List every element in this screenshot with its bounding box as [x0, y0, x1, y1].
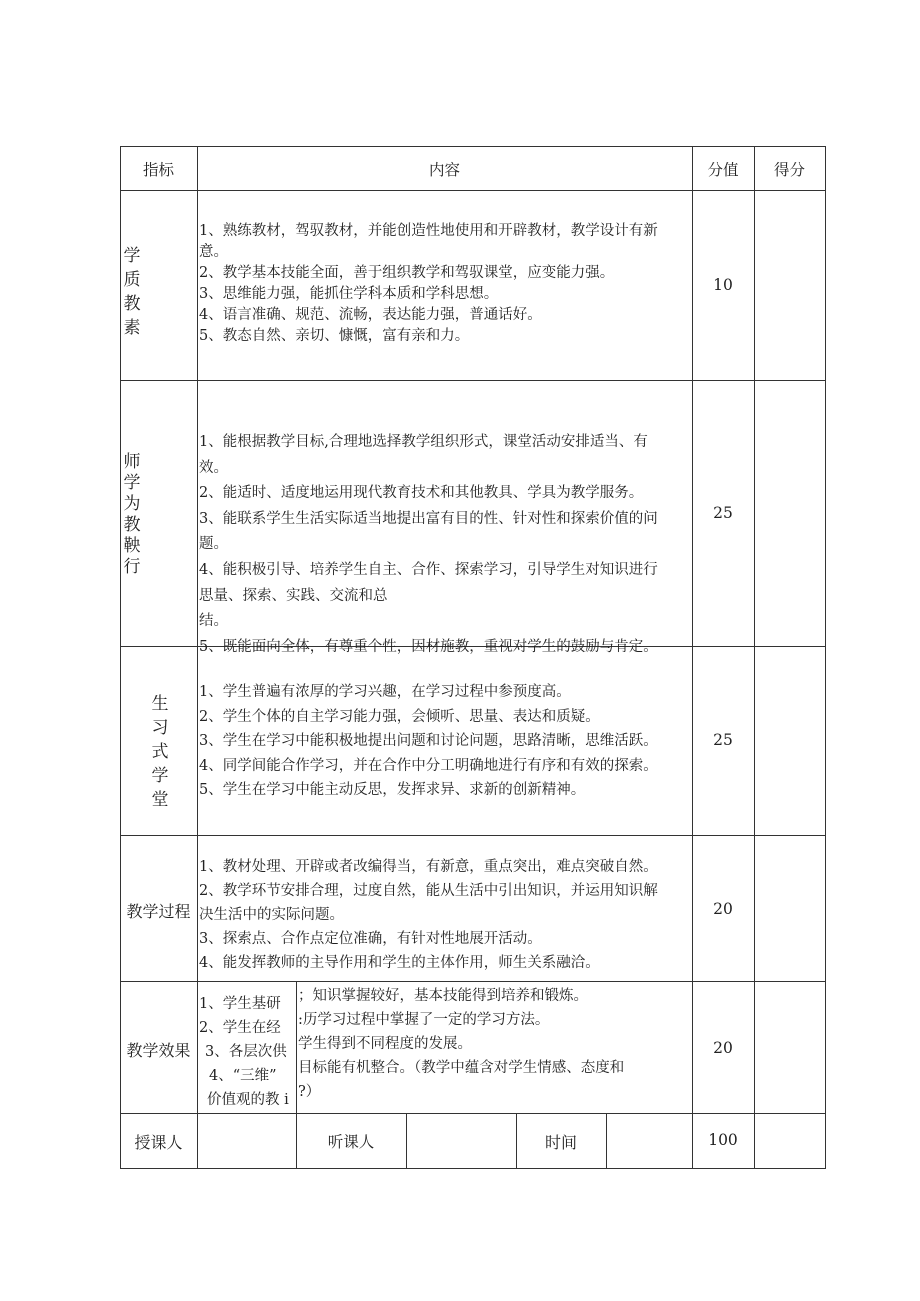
- row1-item: 3、思维能力强，能抓住学科本质和学科思想。: [199, 286, 499, 302]
- row3-item: 1、学生普遍有浓厚的学习兴趣，在学习过程中参预度高。: [199, 684, 571, 700]
- row1-item: 5、教态自然、亲切、慷慨，富有亲和力。: [199, 328, 470, 344]
- row1-item: 2、教学基本技能全面，善于组织教学和驾驭课堂，应变能力强。: [199, 265, 615, 281]
- row5-left-item: 3、各层次供: [205, 1044, 287, 1060]
- row3-item: 5、学生在学习中能主动反思，发挥求异、求新的创新精神。: [199, 782, 586, 798]
- row2-item: 效。: [199, 459, 228, 476]
- row5-right-content: [298, 984, 624, 1104]
- row5-right-item: ；知识掌握较好，基本技能得到培养和锻炼。: [298, 988, 588, 1004]
- row3-item: 4、同学间能合作学习，并在合作中分工明确地进行有序和有效的探索。: [199, 757, 658, 774]
- row4-score: 20: [713, 900, 733, 918]
- row3-indicator: 生 习 式 学 堂: [151, 694, 169, 810]
- row5-indicator: 教学效果: [126, 1041, 191, 1060]
- row5-left-item: 价值观的教 i: [207, 1092, 289, 1108]
- row4-item: 决生活中的实际问题。: [199, 907, 344, 923]
- row5-right-item: 目标能有机整合。（教学中蕴含对学生情感、态度和: [298, 1060, 625, 1076]
- row2-indicator: 师 学 为 教 鞅 行: [123, 452, 141, 577]
- row4-indicator: 教学过程: [126, 902, 191, 921]
- row2-item: 结。: [199, 613, 228, 630]
- row3-item: 2、学生个体的自主学习能力强，会倾听、思量、表达和质疑。: [199, 708, 600, 725]
- teacher-label: 授课人: [134, 1133, 183, 1152]
- row5-left-content: [199, 992, 289, 1112]
- row2-content: [199, 430, 658, 660]
- row2-item: 1、能根据教学目标,合理地选择教学组织形式，课堂活动安排适当、有: [199, 434, 648, 450]
- row3-score: 25: [713, 731, 733, 749]
- row3-content: [199, 680, 658, 803]
- time-label: 时间: [544, 1133, 577, 1152]
- listener-label: 听课人: [327, 1133, 375, 1151]
- row5-right-item: :历学习过程中掌握了一定的学习方法。: [298, 1012, 550, 1028]
- header-content: 内容: [428, 161, 460, 179]
- row1-item: 意。: [199, 244, 228, 260]
- row2-item: 5、既能面向全体，有尊重个性，因材施教，重视对学生的鼓励与肯定。: [199, 638, 658, 655]
- row1-score: 10: [713, 276, 733, 294]
- row4-item: 3、探索点、合作点定位准确，有针对性地展开活动。: [199, 931, 542, 947]
- row4-content: [199, 855, 658, 975]
- row2-item: 2、能适时、适度地运用现代教育技术和其他教具、学具为教学服务。: [199, 485, 644, 502]
- row2-item: 4、能积极引导、培养学生自主、合作、探索学习，引导学生对知识进行: [199, 561, 658, 578]
- header-got: 得分: [773, 161, 805, 179]
- row1-indicator: 学 质 教 素: [123, 246, 141, 338]
- header-score: 分值: [707, 161, 739, 179]
- row1-item: 1、熟练教材，驾驭教材，并能创造性地使用和开辟教材，教学设计有新: [199, 223, 658, 239]
- row1-item: 4、语言准确、规范、流畅，表达能力强，普通话好。: [199, 307, 542, 323]
- row4-item: 1、教材处理、开辟或者改编得当，有新意，重点突出，难点突破自然。: [199, 859, 658, 875]
- row2-score: 25: [713, 504, 733, 522]
- total-score: 100: [708, 1131, 738, 1149]
- header-indicator: 指标: [142, 161, 174, 179]
- row2-item: 思量、探索、实践、交流和总: [199, 587, 388, 604]
- row5-score: 20: [713, 1039, 733, 1057]
- row5-left-item: 2、学生在经: [199, 1020, 281, 1036]
- row2-item: 题。: [199, 536, 228, 553]
- row1-content: [199, 221, 658, 347]
- row5-right-item: ?）: [298, 1084, 321, 1100]
- row4-item: 4、能发挥教师的主导作用和学生的主体作用，师生关系融洽。: [199, 955, 600, 971]
- row3-item: 3、学生在学习中能积极地提出问题和讨论问题，思路清晰，思维活跃。: [199, 733, 658, 749]
- row5-left-item: 1、学生基研: [199, 996, 281, 1012]
- row2-item: 3、能联系学生生活实际适当地提出富有目的性、针对性和探索价值的问: [199, 510, 658, 527]
- row5-right-item: 学生得到不同程度的发展。: [298, 1036, 472, 1052]
- row4-item: 2、教学环节安排合理，过度自然，能从生活中引出知识，并运用知识解: [199, 883, 658, 899]
- row5-left-item: 4、“三维”: [209, 1068, 277, 1084]
